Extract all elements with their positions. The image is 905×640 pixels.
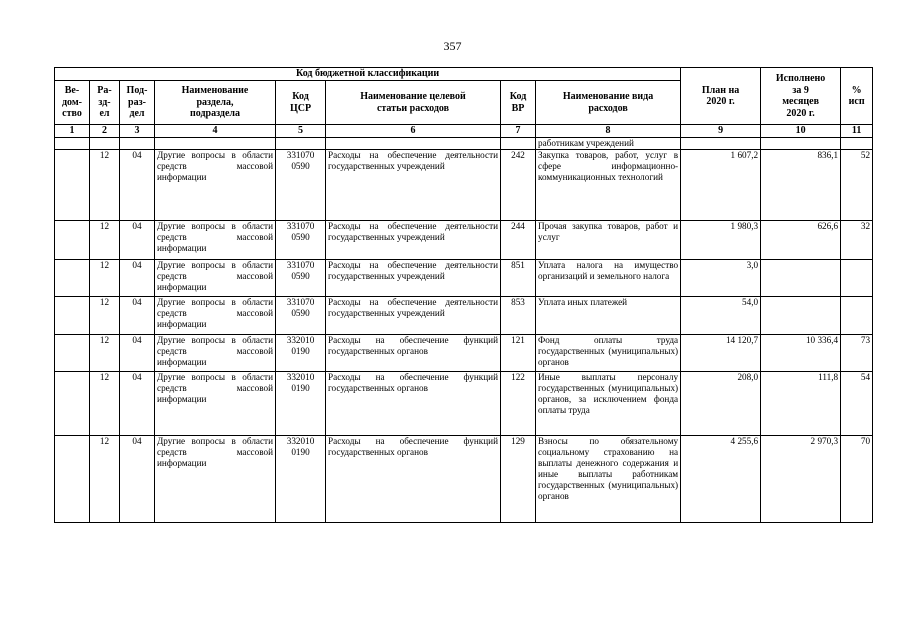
cell-vr: 242 — [501, 149, 536, 220]
cell-podrazdel: 04 — [120, 149, 155, 220]
cell-percent: 70 — [841, 435, 873, 522]
header-vedomstvo: Ве- дом- ство — [55, 81, 90, 125]
page-number: 357 — [443, 39, 462, 53]
cell-target-name: Расходы на обеспечение деятельности государственных учреждений — [326, 259, 501, 296]
cell-target-name: Расходы на обеспечение функций государственных органов — [326, 371, 501, 435]
header-csr: Код ЦСР — [276, 81, 326, 125]
table-row — [55, 220, 873, 259]
header-num: 6 — [326, 125, 501, 138]
cell-section-name: Другие вопросы в области средств массовой информации — [155, 371, 276, 435]
cell-podrazdel: 04 — [120, 259, 155, 296]
cell-razdel: 12 — [90, 149, 120, 220]
cell-razdel: 12 — [90, 220, 120, 259]
header-done: Исполнено за 9 месяцев 2020 г. — [761, 68, 841, 125]
header-num: 8 — [536, 125, 681, 138]
header-section-name: Наименование раздела, подраздела — [155, 81, 276, 125]
cell-razdel: 12 — [90, 334, 120, 371]
cell-plan: 1 980,3 — [681, 220, 761, 259]
cell-vr: 851 — [501, 259, 536, 296]
cell-razdel: 12 — [90, 296, 120, 334]
cell-csr: 331070 0590 — [276, 296, 326, 334]
cell-target-name: Расходы на обеспечение функций государственных органов — [326, 334, 501, 371]
cell-csr: 332010 0190 — [276, 334, 326, 371]
cell-podrazdel: 04 — [120, 220, 155, 259]
cell-type-name: Взносы по обязательному социальному страхованию на выплаты денежного содержания и иные выплаты работникам государственных (муниципальных) органов — [536, 435, 681, 522]
cell-podrazdel: 04 — [120, 334, 155, 371]
cell-plan: 54,0 — [681, 296, 761, 334]
header-target-name: Наименование целевой статьи расходов — [326, 81, 501, 125]
cell-razdel: 12 — [90, 435, 120, 522]
table-row — [55, 371, 873, 435]
header-num: 3 — [120, 125, 155, 138]
cell-vr: 244 — [501, 220, 536, 259]
cell-razdel: 12 — [90, 259, 120, 296]
cell-section-name: Другие вопросы в области средств массовой информации — [155, 435, 276, 522]
cell-vr: 122 — [501, 371, 536, 435]
cell-plan: 3,0 — [681, 259, 761, 296]
cell-podrazdel: 04 — [120, 296, 155, 334]
cell-vedomstvo — [55, 220, 90, 259]
cell-type-name: Прочая закупка товаров, работ и услуг — [536, 220, 681, 259]
header-num: 11 — [841, 125, 873, 138]
cell-plan: 208,0 — [681, 371, 761, 435]
cell-vedomstvo — [55, 296, 90, 334]
cell-done: 10 336,4 — [761, 334, 841, 371]
cell-section-name: Другие вопросы в области средств массовой информации — [155, 296, 276, 334]
header-num: 2 — [90, 125, 120, 138]
carry-over-row — [55, 137, 873, 149]
cell-type-name: Закупка товаров, работ, услуг в сфере информационно-коммуникационных технологий — [536, 149, 681, 220]
cell-done: 836,1 — [761, 149, 841, 220]
header-podrazdel: Под- раз- дел — [120, 81, 155, 125]
cell-csr: 332010 0190 — [276, 371, 326, 435]
header-num: 9 — [681, 125, 761, 138]
header-vr: Код ВР — [501, 81, 536, 125]
cell-section-name: Другие вопросы в области средств массовой информации — [155, 334, 276, 371]
header-type-name: Наименование вида расходов — [536, 81, 681, 125]
cell-percent: 52 — [841, 149, 873, 220]
header-num: 10 — [761, 125, 841, 138]
cell-vedomstvo — [55, 259, 90, 296]
cell-done — [761, 296, 841, 334]
cell-section-name: Другие вопросы в области средств массовой информации — [155, 149, 276, 220]
cell-csr: 331070 0590 — [276, 220, 326, 259]
cell-vedomstvo — [55, 149, 90, 220]
cell-done — [761, 259, 841, 296]
cell-percent: 73 — [841, 334, 873, 371]
header-num: 4 — [155, 125, 276, 138]
cell-section-name: Другие вопросы в области средств массовой информации — [155, 220, 276, 259]
cell-type-name: Уплата налога на имущество организаций и земельного налога — [536, 259, 681, 296]
header-num: 7 — [501, 125, 536, 138]
cell-csr: 331070 0590 — [276, 259, 326, 296]
cell-type-name: Уплата иных платежей — [536, 296, 681, 334]
cell-target-name: Расходы на обеспечение деятельности государственных учреждений — [326, 220, 501, 259]
cell-percent — [841, 259, 873, 296]
cell-plan: 4 255,6 — [681, 435, 761, 522]
cell-done: 111,8 — [761, 371, 841, 435]
cell-vr: 853 — [501, 296, 536, 334]
header-percent: % исп — [841, 68, 873, 125]
cell-vedomstvo — [55, 435, 90, 522]
header-num: 1 — [55, 125, 90, 138]
cell-podrazdel: 04 — [120, 435, 155, 522]
cell-target-name: Расходы на обеспечение деятельности государственных учреждений — [326, 149, 501, 220]
cell-razdel: 12 — [90, 371, 120, 435]
cell-plan: 1 607,2 — [681, 149, 761, 220]
cell-podrazdel: 04 — [120, 371, 155, 435]
budget-execution-table — [54, 67, 873, 523]
table-row — [55, 259, 873, 296]
cell-csr: 331070 0590 — [276, 149, 326, 220]
cell-target-name: Расходы на обеспечение деятельности государственных учреждений — [326, 296, 501, 334]
cell-type-name: Иные выплаты персоналу государственных (муниципальных) органов, за исключением фонда оплаты труда — [536, 371, 681, 435]
table-row — [55, 334, 873, 371]
cell-type-name: Фонд оплаты труда государственных (муниципальных) органов — [536, 334, 681, 371]
cell-csr: 332010 0190 — [276, 435, 326, 522]
table-row — [55, 296, 873, 334]
header-classification-group: Код бюджетной классификации — [55, 68, 681, 81]
header-razdel: Ра- зд- ел — [90, 81, 120, 125]
header-plan: План на 2020 г. — [681, 68, 761, 125]
cell-done: 2 970,3 — [761, 435, 841, 522]
cell-vedomstvo — [55, 334, 90, 371]
cell-plan: 14 120,7 — [681, 334, 761, 371]
cell-vr: 129 — [501, 435, 536, 522]
cell-section-name: Другие вопросы в области средств массовой информации — [155, 259, 276, 296]
cell-vedomstvo — [55, 371, 90, 435]
cell-percent — [841, 296, 873, 334]
cell-done: 626,6 — [761, 220, 841, 259]
carry-over-text: работникам учреждений — [536, 137, 681, 149]
table-row — [55, 149, 873, 220]
cell-percent: 54 — [841, 371, 873, 435]
cell-target-name: Расходы на обеспечение функций государственных органов — [326, 435, 501, 522]
cell-vr: 121 — [501, 334, 536, 371]
cell-percent: 32 — [841, 220, 873, 259]
header-num: 5 — [276, 125, 326, 138]
table-row — [55, 435, 873, 522]
